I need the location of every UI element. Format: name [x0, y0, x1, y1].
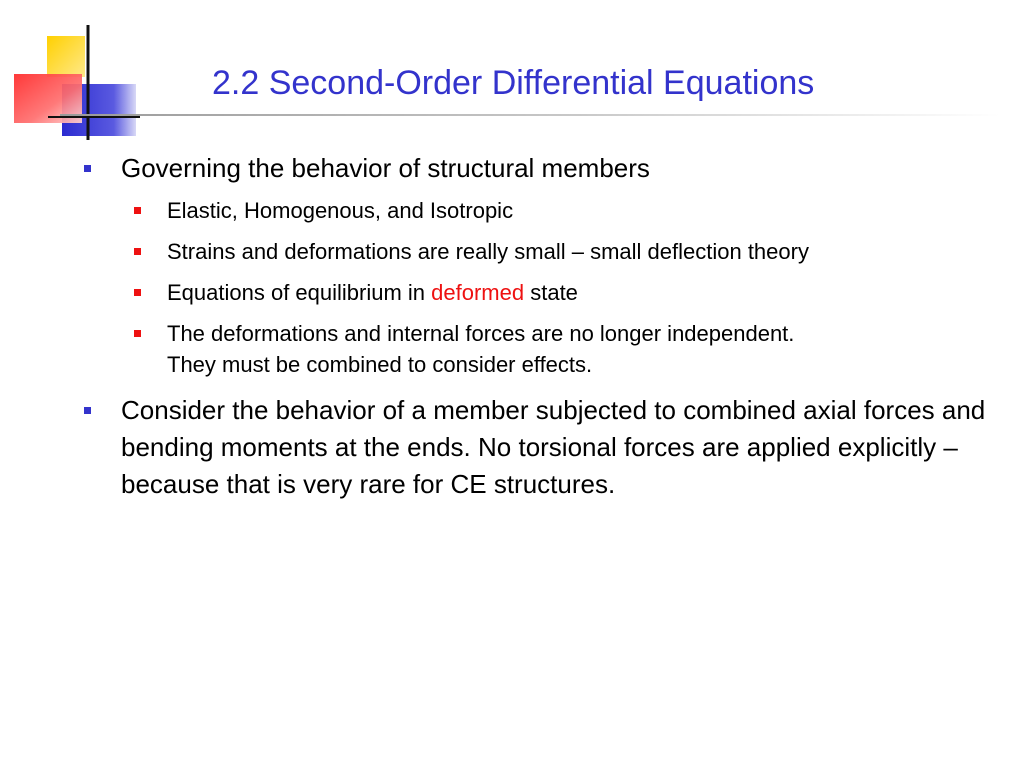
highlight-deformed: deformed	[431, 280, 525, 305]
sub-bullet-text-line-1: The deformations and internal forces are no longer independent.	[167, 321, 795, 346]
bullet-text: Governing the behavior of structural members	[121, 153, 650, 183]
blue-square-bullet-icon	[84, 407, 91, 414]
bullet-text: Consider the behavior of a member subjected to combined axial forces and bending moments at the ends. No torsional forces are applied explicitly – because that is very rare for CE structures.	[121, 395, 986, 499]
blue-square-bullet-icon	[84, 165, 91, 172]
bullet-governing-behavior	[0, 150, 1024, 187]
title-underline	[60, 114, 1000, 116]
red-square-bullet-icon	[134, 248, 141, 255]
slide-title: 2.2 Second-Order Differential Equations	[212, 64, 815, 102]
sub-bullet-text-line-2: They must be combined to consider effects.	[167, 352, 593, 377]
sub-bullet-list	[0, 195, 1024, 380]
bullet-consider-behavior	[0, 392, 1024, 503]
logo-yellow-square	[47, 36, 85, 77]
sub-bullet-text-after: state	[524, 280, 578, 305]
red-square-bullet-icon	[134, 330, 141, 337]
sub-bullet-combined-effects	[0, 318, 1024, 380]
colored-squares-logo-icon	[0, 0, 140, 145]
sub-bullet-elastic	[0, 195, 1024, 226]
red-square-bullet-icon	[134, 289, 141, 296]
sub-bullet-small-strains	[0, 236, 1024, 267]
red-square-bullet-icon	[134, 207, 141, 214]
sub-bullet-equilibrium	[0, 277, 1024, 308]
sub-bullet-text: Strains and deformations are really small – small deflection theory	[167, 239, 809, 264]
slide-body	[0, 150, 1024, 511]
sub-bullet-text: Elastic, Homogenous, and Isotropic	[167, 198, 514, 223]
sub-bullet-text-before: Equations of equilibrium in	[167, 280, 432, 305]
